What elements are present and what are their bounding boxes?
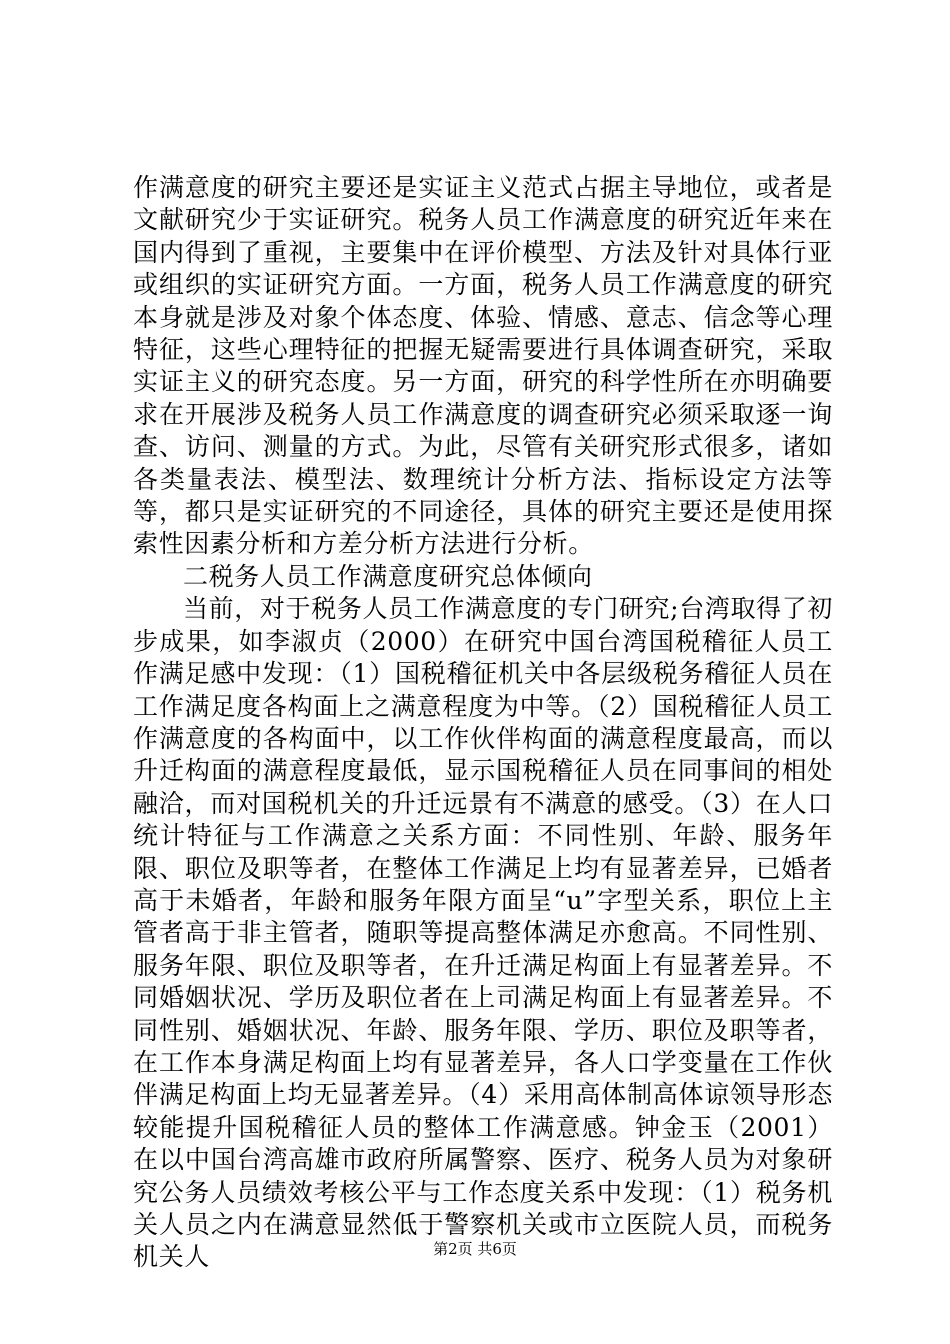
page-footer: 第2页 共6页	[433, 1240, 517, 1258]
body-text	[133, 172, 833, 1274]
paragraph-current-research: 当前，对于税务人员工作满意度的专门研究;台湾取得了初步成果，如李淑贞（2000）在研究中国台湾国税稽征人员工作满足感中发现：（1）国税稽征机关中各层级税务稽征人员在工作满足度各构面上之满意程度为中等。（2）国税稽征人员工作满意度的各构面中，以工作伙伴构面的满意程度最高，而以升迁构面的满意程度最低，显示国税稽征人员在同事间的相处融洽，而对国税机关的升迁远景有不满意的感受。（3）在人口统计特征与工作满意之关系方面：不同性别、年龄、服务年限、职位及职等者，在整体工作满足上均有显著差异，已婚者高于未婚者，年龄和服务年限方面呈“u”字型关系，职位上主管者高于非主管者，随职等提高整体满足亦愈高。不同性别、服务年限、职位及职等者，在升迁满足构面上有显著差异。不同婚姻状况、学历及职位者在上司满足构面上有显著差异。不同性别、婚姻状况、年龄、服务年限、学历、职位及职等者，在工作本身满足构面上均有显著差异，各人口学变量在工作伙伴满足构面上均无显著差异。（4）采用高体制高体谅领导形态较能提升国税稽征人员的整体工作满意感。钟金玉（2001）在以中国台湾高雄市政府所属警察、医疗、税务人员为对象研究公务人员绩效考核公平与工作态度关系中发现：（1）税务机关人员之内在满意显然低于警察机关或市立医院人员，而税务机关人	[133, 594, 833, 1272]
section-heading: 二税务人员工作满意度研究总体倾向	[183, 561, 593, 591]
paragraph-empirical-research: 作满意度的研究主要还是实证主义范式占据主导地位，或者是文献研究少于实证研究。税务人员工作满意度的研究近年来在国内得到了重视，主要集中在评价模型、方法及针对具体行亚或组织的实证研究方面。一方面，税务人员工作满意度的研究本身就是涉及对象个体态度、体验、情感、意志、信念等心理特征，这些心理特征的把握无疑需要进行具体调查研究，采取实证主义的研究态度。另一方面，研究的科学性所在亦明确要求在开展涉及税务人员工作满意度的调查研究必须采取逐一询查、访问、测量的方式。为此，尽管有关研究形式很多，诸如各类量表法、模型法、数理统计分析方法、指标设定方法等等，都只是实证研究的不同途径，具体的研究主要还是使用探索性因素分析和方差分析方法进行分析。	[133, 173, 833, 559]
